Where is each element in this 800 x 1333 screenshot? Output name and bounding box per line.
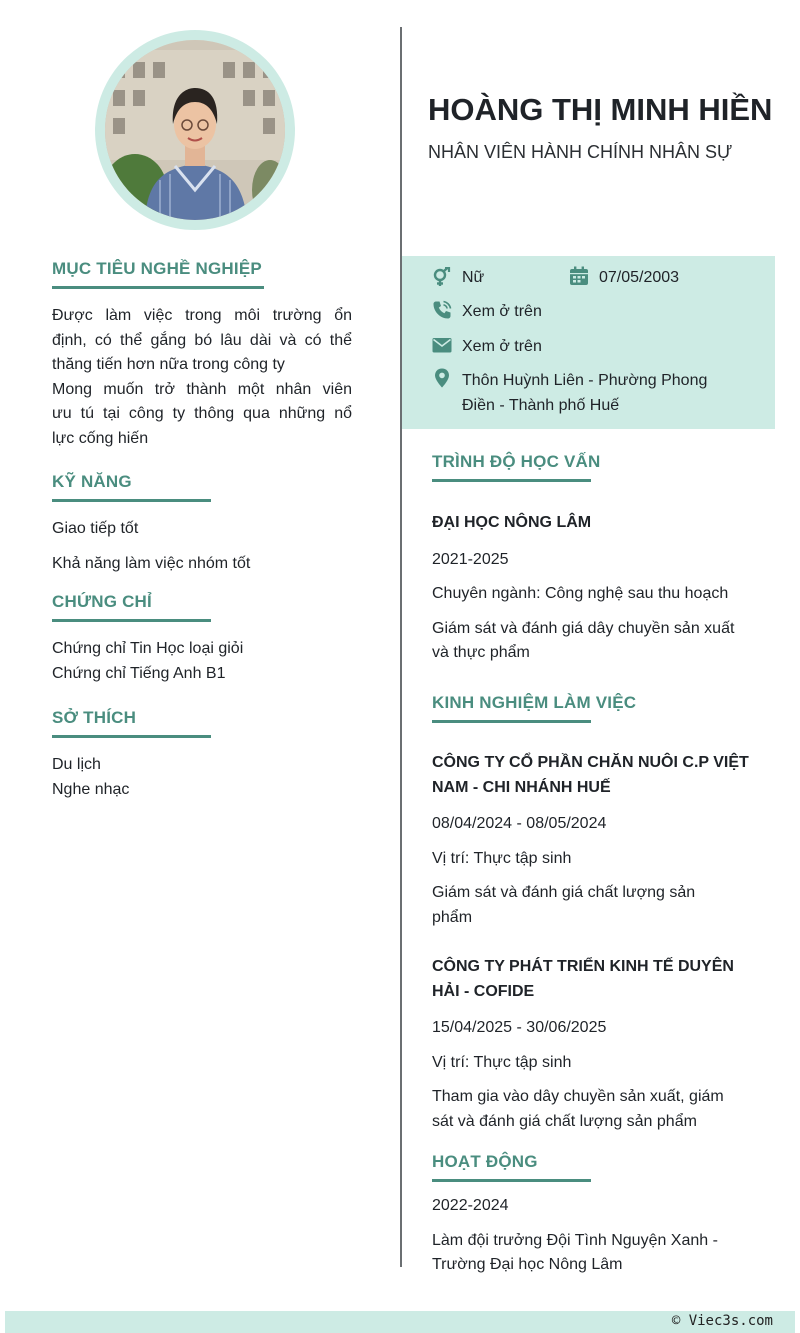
calendar-icon — [569, 266, 589, 286]
profile-photo-illustration — [105, 40, 285, 220]
company-name: HẢI - COFIDE — [432, 982, 535, 1000]
objective-line: Mong muốn trở thành một nhân viên — [52, 380, 352, 398]
job-period: 08/04/2024 - 08/05/2024 — [432, 815, 607, 832]
section-underline — [432, 720, 591, 723]
experience-title: KINH NGHIỆM LÀM VIỆC — [432, 693, 637, 712]
education-major: Chuyên ngành: Công nghệ sau thu hoạch — [432, 585, 729, 602]
footer-bar — [5, 1311, 795, 1333]
profile-photo — [105, 40, 285, 220]
birthdate-value: 07/05/2003 — [599, 269, 680, 286]
hobbies-section — [52, 707, 352, 802]
activity-desc: Làm đội trưởng Đội Tình Nguyện Xanh - — [432, 1231, 718, 1249]
certificate-item: Chứng chỉ Tin Học loại giỏi — [52, 640, 244, 657]
education-desc: và thực phẩm — [432, 644, 530, 661]
phone-icon — [432, 300, 452, 320]
email-icon — [432, 335, 452, 355]
gender-icon — [432, 267, 452, 287]
school-name: ĐẠI HỌC NÔNG LÂM — [432, 514, 592, 531]
avatar — [95, 30, 295, 230]
company-name: CÔNG TY PHÁT TRIỂN KINH TẾ DUYÊN — [432, 958, 734, 975]
job-desc: Giám sát và đánh giá chất lượng sản — [432, 884, 696, 901]
contact-panel — [402, 256, 775, 429]
job-desc: sát và đánh giá chất lượng sản phẩm — [432, 1112, 697, 1130]
certificates-title: CHỨNG CHỈ — [52, 592, 152, 611]
objective-line: thăng tiến hơn nữa trong công ty — [52, 356, 285, 373]
section-underline — [52, 619, 211, 622]
activities-section — [432, 1151, 762, 1278]
email-value: Xem ở trên — [462, 338, 542, 355]
job-desc: phẩm — [432, 908, 473, 926]
certificate-item: Chứng chỉ Tiếng Anh B1 — [52, 664, 226, 682]
objective-title: MỤC TIÊU NGHỀ NGHIỆP — [52, 259, 262, 278]
company-name: NAM - CHI NHÁNH HUẾ — [432, 778, 611, 796]
skills-title: KỸ NĂNG — [52, 472, 132, 491]
objective-section — [52, 258, 352, 451]
objective-line: định, có thể gắng bó lâu dài và có thể — [52, 331, 352, 349]
column-divider — [400, 27, 402, 1267]
activity-desc: Trường Đại học Nông Lâm — [432, 1256, 623, 1273]
hobby-item: Nghe nhạc — [52, 780, 130, 798]
section-underline — [432, 1179, 591, 1182]
objective-line: Được làm việc trong môi trường ổn — [52, 307, 352, 324]
company-name: CÔNG TY CỔ PHẦN CHĂN NUÔI C.P VIỆT — [432, 754, 749, 771]
activities-title: HOẠT ĐỘNG — [432, 1152, 538, 1171]
experience-item — [432, 955, 762, 1134]
objective-line: ưu tú tại công ty thông qua những nổ — [52, 405, 352, 422]
job-position: Vị trí: Thực tập sinh — [432, 1053, 572, 1071]
objective-line: lực cống hiến — [52, 429, 149, 447]
certificates-section — [52, 591, 352, 686]
objective-text — [52, 304, 352, 451]
education-section — [432, 451, 762, 666]
section-underline — [432, 479, 591, 482]
section-underline — [52, 735, 211, 738]
location-icon — [432, 368, 452, 388]
phone-value: Xem ở trên — [462, 303, 542, 320]
footer-copyright: © Viec3s.com — [671, 1313, 773, 1329]
section-underline — [52, 499, 211, 502]
address-line-2: Điền - Thành phố Huế — [462, 396, 620, 414]
hobbies-title: SỞ THÍCH — [52, 708, 137, 727]
job-position: Vị trí: Thực tập sinh — [432, 849, 572, 867]
skills-section — [52, 471, 352, 576]
skill-item: Khả năng làm việc nhóm tốt — [52, 554, 251, 572]
candidate-name: HOÀNG THỊ MINH HIỀN — [428, 92, 773, 127]
education-desc: Giám sát và đánh giá dây chuyền sản xuất — [432, 619, 735, 637]
gender-value: Nữ — [462, 269, 485, 286]
address-value — [462, 369, 707, 418]
job-period: 15/04/2025 - 30/06/2025 — [432, 1019, 607, 1036]
experience-item — [432, 751, 762, 930]
address-line-1: Thôn Huỳnh Liên - Phường Phong — [462, 372, 708, 389]
job-title: NHÂN VIÊN HÀNH CHÍNH NHÂN SỰ — [428, 142, 733, 162]
activity-period: 2022-2024 — [432, 1197, 509, 1214]
education-title: TRÌNH ĐỘ HỌC VẤN — [432, 452, 601, 471]
experience-section — [432, 692, 762, 1134]
education-period: 2021-2025 — [432, 550, 509, 568]
skill-item: Giao tiếp tốt — [52, 520, 139, 537]
hobby-item: Du lịch — [52, 756, 101, 773]
section-underline — [52, 286, 264, 289]
job-desc: Tham gia vào dây chuyền sản xuất, giám — [432, 1088, 724, 1105]
